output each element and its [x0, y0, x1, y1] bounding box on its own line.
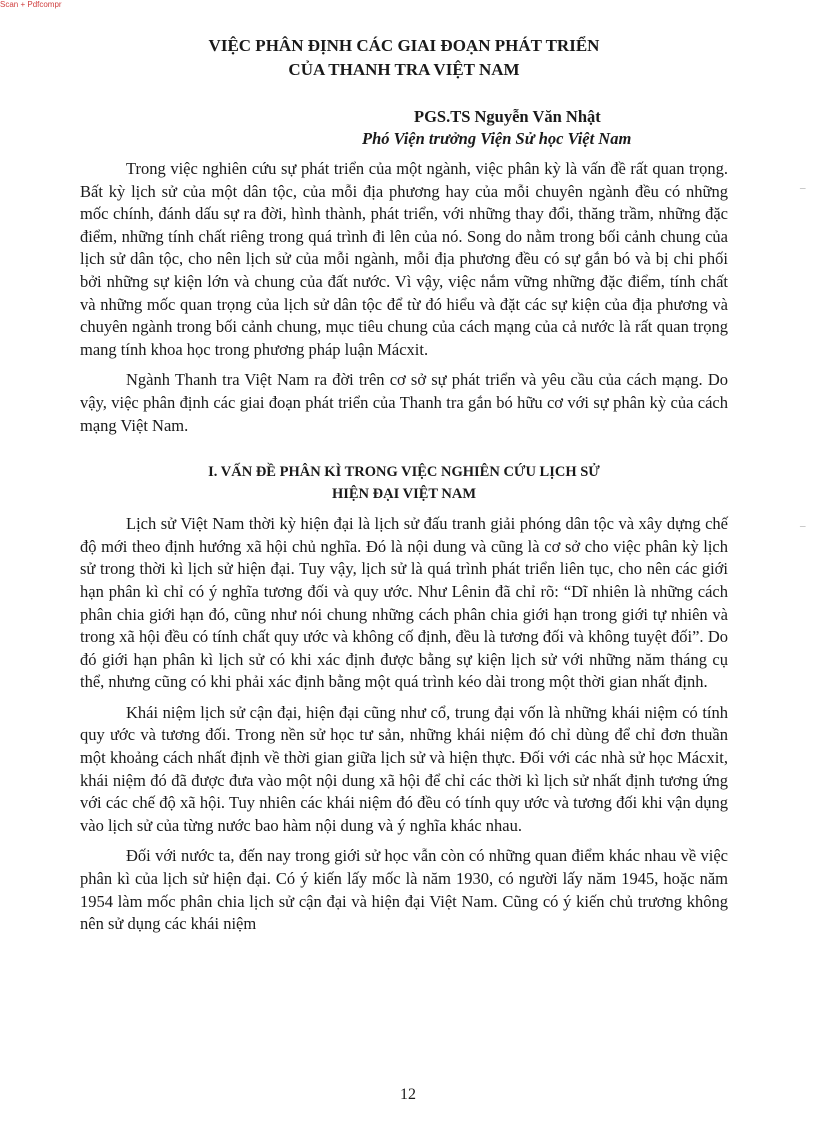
- section-heading: [80, 461, 728, 505]
- intro-section: [80, 158, 728, 437]
- section-heading-line-1: I. VẤN ĐỀ PHÂN KÌ TRONG VIỆC NGHIÊN CỨU LỊCH SỬ: [208, 464, 600, 481]
- section-paragraph-2: Khái niệm lịch sử cận đại, hiện đại cũng như cổ, trung đại vốn là những khái niệm có tính quy ước và tương đối. Trong nền sử học tư sản, những khái niệm đó chỉ dùng để chỉ đơn thuần một khoảng cách nhất định về thời gian giữa lịch sử và hiện thực. Đối với các nhà sử học Mácxit, khái niệm đó đã được đưa vào một nội dung xã hội để chỉ các thời kì lịch sử nhất định tương ứng với các chế độ xã hội. Tuy nhiên các khái niệm đó đều có tính quy ước và tương đối khi vận dụng vào lịch sử của từng nước bao hàm nội dung và ý nghĩa khác nhau.: [80, 702, 728, 835]
- section-paragraph-3: Đối với nước ta, đến nay trong giới sử học vẫn còn có những quan điểm khác nhau về việc phân kì của lịch sử hiện đại. Có ý kiến lấy mốc là năm 1930, có người lấy năm 1945, hoặc năm 1954 làm mốc phân chia lịch sử cận đại và hiện đại Việt Nam. Cũng có ý kiến chủ trương không nên sử dụng các khái niệm: [80, 846, 728, 934]
- author-name: PGS.TS Nguyễn Văn Nhật: [414, 107, 601, 126]
- document-title: [80, 34, 728, 82]
- author-block: [80, 106, 728, 150]
- author-role: Phó Viện trưởng Viện Sử học Việt Nam: [362, 129, 632, 148]
- scan-mark: –: [800, 520, 806, 532]
- document-page: [80, 34, 728, 944]
- title-line-1: VIỆC PHÂN ĐỊNH CÁC GIAI ĐOẠN PHÁT TRIỂN: [208, 36, 600, 55]
- section-paragraph-1: Lịch sử Việt Nam thời kỳ hiện đại là lịch sử đấu tranh giải phóng dân tộc và xây dựng chế độ mới theo định hướng xã hội chủ nghĩa. Đó là nội dung và cũng là cơ sở cho việc phân kỳ lịch sử trong thời kì lịch sử hiện đại. Tuy vậy, lịch sử là quá trình phát triển liên tục, cho nên các giới hạn phân kì chỉ có ý nghĩa tương đối và quy ước. Như Lênin đã chỉ rõ: “Dĩ nhiên là những cách phân chia giới hạn đó, cũng như nói chung những cách phân chia giới hạn trong giới tự nhiên và trong xã hội đều có tính chất quy ước và không cố định, đều là tương đối và không tuyệt đối”. Do đó giới hạn phân kì lịch sử có khi xác định được bằng sự kiện lịch sử với những năm tháng cụ thể, nhưng cũng có khi phải xác định bằng một quá trình kéo dài trong một thời gian nhất định.: [80, 514, 728, 692]
- scan-mark: –: [800, 182, 806, 194]
- watermark: Scan + Pdfcompr: [0, 0, 62, 9]
- intro-paragraph-2: Ngành Thanh tra Việt Nam ra đời trên cơ sở sự phát triển và yêu cầu của cách mạng. Do vậy, việc phân định các giai đoạn phát triển của Thanh tra gắn bó hữu cơ với sự phân kỳ của cách mạng Việt Nam.: [80, 370, 728, 435]
- title-line-2: CỦA THANH TRA VIỆT NAM: [288, 60, 520, 79]
- section-heading-line-2: HIỆN ĐẠI VIỆT NAM: [331, 486, 477, 503]
- intro-paragraph-1: Trong việc nghiên cứu sự phát triển của một ngành, việc phân kỳ là vấn đề rất quan trọng. Bất kỳ lịch sử của một dân tộc, của mỗi địa phương hay của mỗi chuyên ngành đều có những mốc chính, đánh dấu sự ra đời, hình thành, phát triển, với những thay đổi, thăng trầm, những đặc điểm, những tính chất riêng trong quá trình đi lên của nó. Song do nằm trong bối cảnh chung của lịch sử dân tộc, cho nên lịch sử của mỗi ngành, mỗi địa phương đều có sự gắn bó và bị chi phối bởi những sự kiện lớn và chung của đất nước. Vì vậy, việc nắm vững những đặc điểm, tính chất và những mốc quan trọng của lịch sử dân tộc để từ đó hiểu và đặt các sự kiện của địa phương và chuyên ngành trong bối cảnh chung, mục tiêu chung của cách mạng của cả nước là rất quan trọng mang tính khoa học trong phương pháp luận Mácxit.: [80, 159, 728, 359]
- page-number: 12: [400, 1086, 416, 1103]
